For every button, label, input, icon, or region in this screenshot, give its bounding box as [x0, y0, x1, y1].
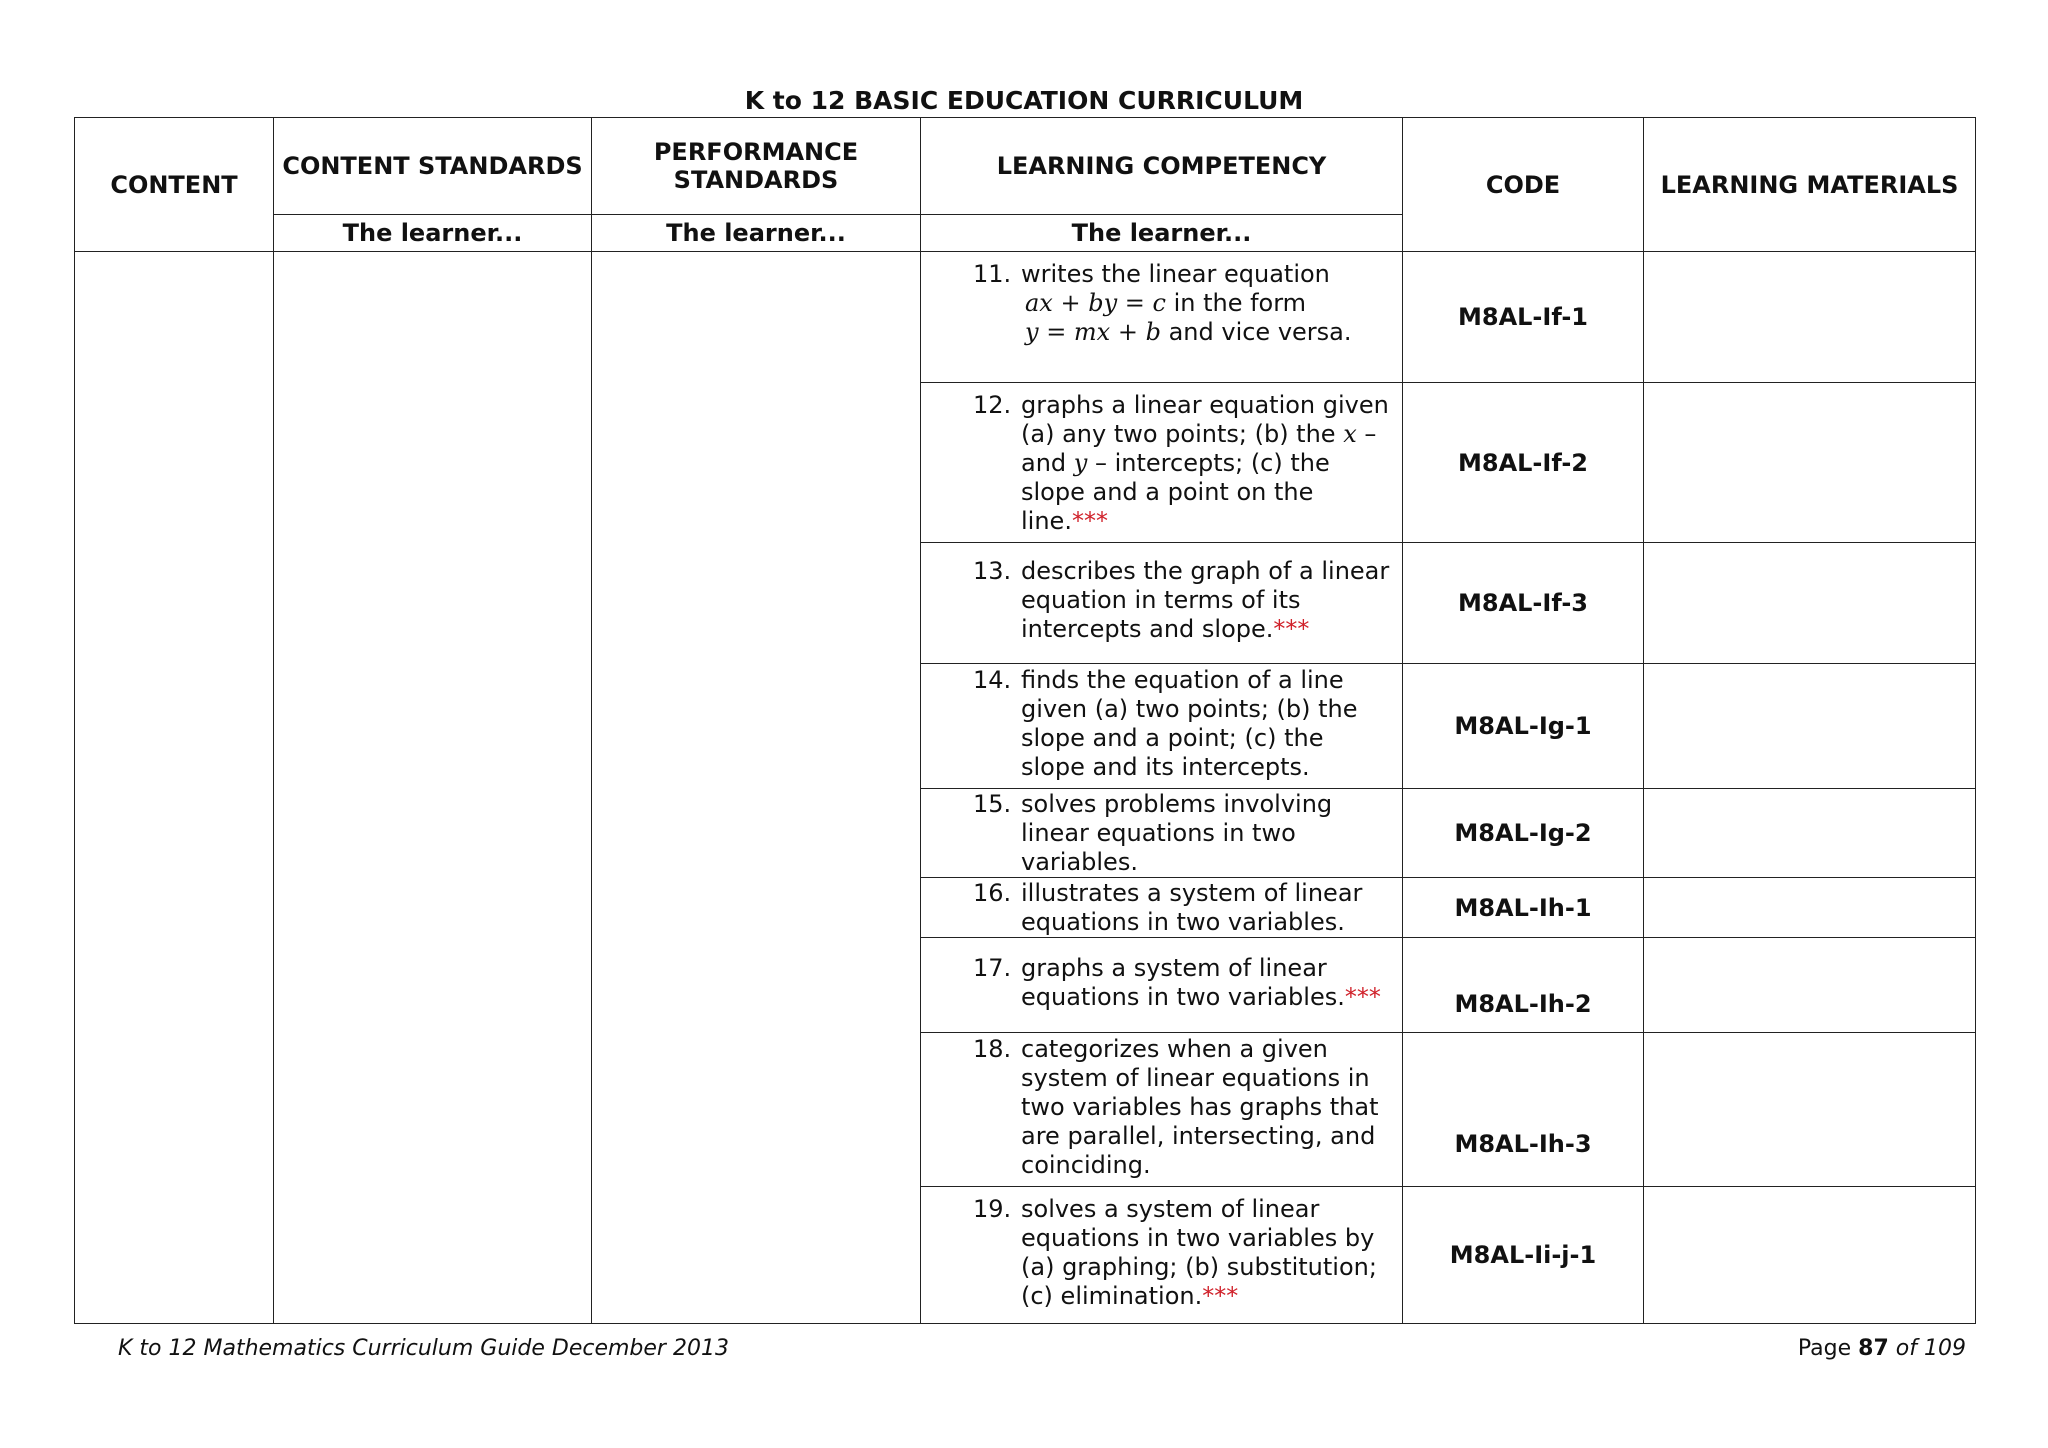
competency-number: 17. — [973, 954, 1012, 982]
code-cell: M8AL-Ih-1 — [1403, 878, 1644, 938]
competency-text-part: – intercepts; (c) the slope and a point on the line. — [1021, 449, 1330, 535]
competency-text — [1021, 954, 1390, 1012]
learning-materials-cell — [1644, 938, 1976, 1033]
code-cell: M8AL-Ig-2 — [1403, 789, 1644, 878]
competency-cell — [921, 1033, 1403, 1187]
code-cell: M8AL-Ii-j-1 — [1403, 1187, 1644, 1324]
header-performance-standards-line2: STANDARDS — [673, 166, 839, 194]
competency-text — [1021, 391, 1390, 536]
priority-stars: *** — [1071, 507, 1108, 535]
competency-cell — [921, 383, 1403, 543]
competency-number: 18. — [973, 1035, 1012, 1063]
curriculum-table — [74, 117, 1976, 1324]
performance-standards-cell — [592, 252, 921, 1324]
learning-materials-cell — [1644, 789, 1976, 878]
priority-stars: *** — [1344, 983, 1381, 1011]
learning-materials-cell — [1644, 1187, 1976, 1324]
competency-cell — [921, 664, 1403, 789]
equation-slope-intercept-form: y = mx + b — [1025, 318, 1161, 346]
footer-page-number — [1798, 1336, 1966, 1361]
competency-number: 11. — [973, 260, 1012, 288]
table-row — [75, 252, 1976, 383]
code-cell: M8AL-If-2 — [1403, 383, 1644, 543]
learning-materials-cell — [1644, 383, 1976, 543]
priority-stars: *** — [1202, 1282, 1239, 1310]
competency-text-part: solves a system of linear equations in two variables by (a) graphing; (b) substitution; (c) elimination. — [1021, 1195, 1377, 1310]
learning-materials-cell — [1644, 252, 1976, 383]
learning-materials-cell — [1644, 1033, 1976, 1187]
competency-number: 19. — [973, 1195, 1012, 1223]
header-content: CONTENT — [75, 118, 274, 252]
priority-stars: *** — [1273, 615, 1310, 643]
competency-number: 16. — [973, 879, 1012, 907]
code-cell: M8AL-If-3 — [1403, 543, 1644, 664]
competency-text-part: writes the linear equation — [1021, 260, 1330, 288]
competency-text-part: – and — [1021, 420, 1377, 477]
content-cell — [75, 252, 274, 1324]
competency-cell — [921, 878, 1403, 938]
code-cell: M8AL-Ig-1 — [1403, 664, 1644, 789]
header-performance-standards — [592, 118, 921, 215]
competency-number: 13. — [973, 557, 1012, 585]
competency-text: finds the equation of a line given (a) two points; (b) the slope and a point; (c) the slope and its intercepts. — [1021, 666, 1358, 781]
code-cell: M8AL-Ih-2 — [1403, 938, 1644, 1033]
learning-materials-cell — [1644, 543, 1976, 664]
equation-standard-form: ax + by = c — [1025, 289, 1166, 317]
competency-text-part: describes the graph of a linear equation in terms of its intercepts and slope. — [1021, 557, 1390, 643]
learning-materials-cell — [1644, 878, 1976, 938]
header-learning-competency: LEARNING COMPETENCY — [921, 118, 1403, 215]
header-code: CODE — [1403, 118, 1644, 252]
competency-text: illustrates a system of linear equations in two variables. — [1021, 879, 1363, 936]
header-row — [75, 118, 1976, 215]
competency-cell — [921, 252, 1403, 383]
code-cell: M8AL-Ih-3 — [1403, 1033, 1644, 1187]
header-learning-materials: LEARNING MATERIALS — [1644, 118, 1976, 252]
subheader-performance-standards: The learner... — [592, 215, 921, 252]
competency-number: 14. — [973, 666, 1012, 694]
subheader-learning-competency: The learner... — [921, 215, 1403, 252]
subheader-content-standards: The learner... — [274, 215, 592, 252]
competency-text-part: and vice versa. — [1160, 318, 1352, 346]
math-variable-y: y — [1073, 449, 1088, 477]
footer-document-name: K to 12 Mathematics Curriculum Guide December 2013 — [118, 1336, 729, 1361]
competency-text-part: graphs a linear equation given (a) any two points; (b) the — [1021, 391, 1389, 448]
footer-current-page: 87 — [1858, 1336, 1889, 1361]
competency-text-part: in the form — [1165, 289, 1307, 317]
footer-page-label: Page — [1797, 1336, 1852, 1361]
content-standards-cell — [274, 252, 592, 1324]
competency-text: solves problems involving linear equations in two variables. — [1021, 790, 1333, 876]
document-title: K to 12 BASIC EDUCATION CURRICULUM — [744, 86, 1304, 115]
competency-text-part: graphs a system of linear equations in two variables. — [1021, 954, 1345, 1011]
competency-text — [1021, 557, 1390, 644]
competency-cell — [921, 1187, 1403, 1324]
header-performance-standards-line1: PERFORMANCE — [653, 138, 859, 166]
competency-cell — [921, 789, 1403, 878]
competency-text: categorizes when a given system of linear equations in two variables has graphs that are parallel, intersecting, and coinciding. — [1021, 1035, 1379, 1179]
code-cell: M8AL-If-1 — [1403, 252, 1644, 383]
competency-cell — [921, 543, 1403, 664]
header-content-standards: CONTENT STANDARDS — [274, 118, 592, 215]
competency-number: 12. — [973, 391, 1012, 419]
competency-number: 15. — [973, 790, 1012, 818]
competency-cell — [921, 938, 1403, 1033]
competency-text — [1021, 1195, 1390, 1311]
competency-text — [1021, 260, 1390, 347]
learning-materials-cell — [1644, 664, 1976, 789]
footer-total-pages: of 109 — [1895, 1336, 1966, 1361]
math-variable-x: x — [1343, 420, 1357, 448]
